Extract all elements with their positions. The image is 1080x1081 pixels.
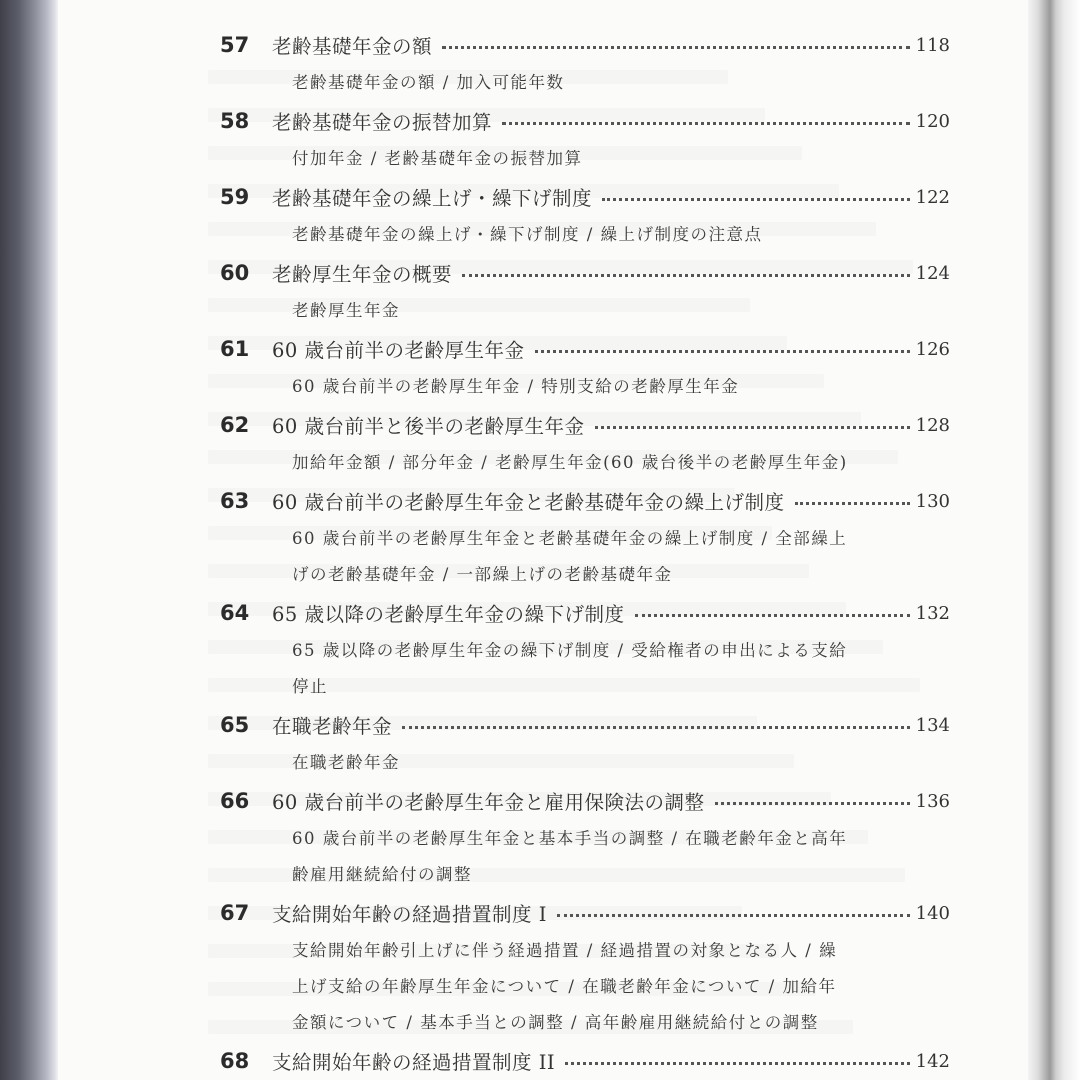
toc-entry [220,481,950,521]
leader-dots [442,46,910,49]
leader-dots [795,502,910,505]
entry-title: 老齢基礎年金の振替加算 [272,111,493,134]
page-edge-right [1028,0,1080,1080]
toc-entry [220,1041,950,1081]
entry-title: 支給開始年齢の経過措置制度 I [272,903,547,926]
entry-title: 老齢基礎年金の額 [272,35,433,58]
leader-dots [557,914,910,917]
toc-page [58,0,1028,1080]
toc-entry [220,177,950,217]
entry-subtopics: 付加年金 / 老齢基礎年金の振替加算 [292,149,583,168]
toc-entry [220,405,950,445]
leader-dots [715,802,910,805]
entry-page-number: 128 [915,414,950,436]
leader-dots [535,350,910,353]
entry-number: 57 [220,33,250,57]
leader-dots [565,1062,910,1065]
entry-page-number: 126 [915,338,950,360]
entry-subtopics: 老齢厚生年金 [292,301,400,320]
toc-entry [220,705,950,745]
entry-subtopics: 停止 [292,677,328,696]
entry-subtopics: 老齢基礎年金の繰上げ・繰下げ制度 / 繰上げ制度の注意点 [292,225,763,244]
leader-dots [595,426,910,429]
entry-subtopics: 上げ支給の年齢厚生年金について / 在職老齢年金について / 加給年 [292,977,837,996]
toc-entry [220,781,950,821]
entry-title: 老齢厚生年金の概要 [272,263,453,286]
entry-number: 62 [220,413,250,437]
toc-entry [220,593,950,633]
entry-page-number: 122 [915,186,950,208]
entry-page-number: 118 [915,34,950,56]
entry-subtopics: げの老齢基礎年金 / 一部繰上げの老齢基礎年金 [292,565,673,584]
entry-subtopics: 60 歳台前半の老齢厚生年金と基本手当の調整 / 在職老齢年金と高年 [292,829,848,848]
entry-subtopics: 60 歳台前半の老齢厚生年金と老齢基礎年金の繰上げ制度 / 全部繰上 [292,529,848,548]
entry-number: 65 [220,713,250,737]
entry-subtopics: 老齢基礎年金の額 / 加入可能年数 [292,73,565,92]
entry-title: 60 歳台前半の老齢厚生年金と雇用保険法の調整 [272,791,705,814]
entry-title: 65 歳以降の老齢厚生年金の繰下げ制度 [272,603,625,626]
entry-number: 58 [220,109,250,133]
leader-dots [462,274,910,277]
entry-number: 67 [220,901,250,925]
entry-page-number: 136 [915,790,950,812]
toc-entry [220,893,950,933]
toc-entry [220,101,950,141]
leader-dots [502,122,910,125]
entry-title: 支給開始年齢の経過措置制度 II [272,1051,556,1074]
entry-number: 59 [220,185,250,209]
entry-number: 63 [220,489,250,513]
toc-entry [220,253,950,293]
entry-number: 60 [220,261,250,285]
entry-title: 在職老齢年金 [272,715,393,738]
entry-title: 60 歳台前半と後半の老齢厚生年金 [272,415,585,438]
entry-subtopics: 65 歳以降の老齢厚生年金の繰下げ制度 / 受給権者の申出による支給 [292,641,848,660]
toc-entry [220,329,950,369]
entry-title: 60 歳台前半の老齢厚生年金と老齢基礎年金の繰上げ制度 [272,491,785,514]
entry-title: 60 歳台前半の老齢厚生年金 [272,339,525,362]
entry-title: 老齢基礎年金の繰上げ・繰下げ制度 [272,187,593,210]
leader-dots [635,614,910,617]
entry-subtopics: 在職老齢年金 [292,753,400,772]
entry-number: 61 [220,337,250,361]
page-edge-left [0,0,58,1080]
entry-subtopics: 支給開始年齢引上げに伴う経過措置 / 経過措置の対象となる人 / 繰 [292,941,838,960]
entry-subtopics: 金額について / 基本手当との調整 / 高年齢雇用継続給付との調整 [292,1013,819,1032]
entry-page-number: 132 [915,602,950,624]
entry-page-number: 140 [915,902,950,924]
entry-page-number: 120 [915,110,950,132]
leader-dots [402,726,910,729]
entry-number: 66 [220,789,250,813]
entry-subtopics: 齢雇用継続給付の調整 [292,865,472,884]
entry-subtopics: 加給年金額 / 部分年金 / 老齢厚生年金(60 歳台後半の老齢厚生年金) [292,453,848,472]
entry-page-number: 130 [915,490,950,512]
toc-entry [220,25,950,65]
entry-page-number: 134 [915,714,950,736]
entry-number: 68 [220,1049,250,1073]
entry-subtopics: 60 歳台前半の老齢厚生年金 / 特別支給の老齢厚生年金 [292,377,740,396]
entry-page-number: 142 [915,1050,950,1072]
leader-dots [602,198,910,201]
entry-page-number: 124 [915,262,950,284]
entry-number: 64 [220,601,250,625]
